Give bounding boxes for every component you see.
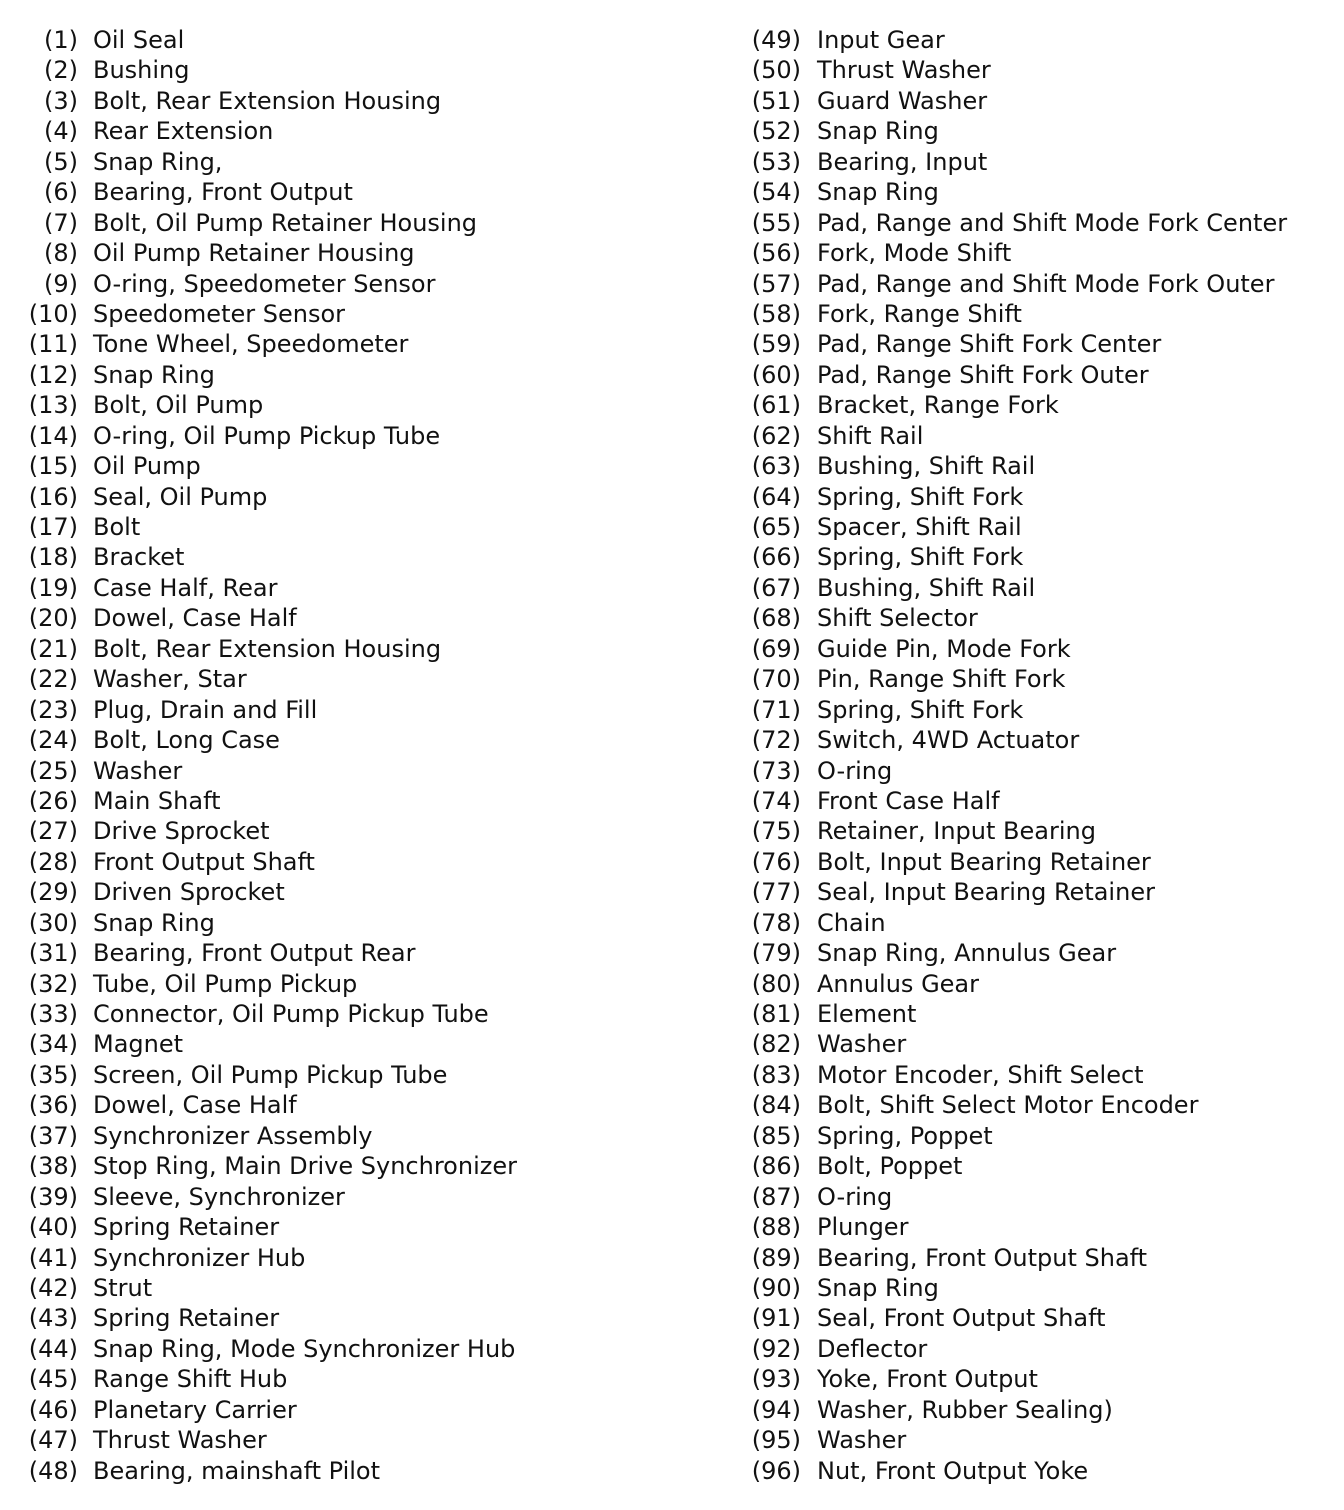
list-item bbox=[735, 1060, 1335, 1090]
item-label: Front Output Shaft bbox=[93, 847, 315, 876]
item-number: (57) bbox=[751, 269, 801, 298]
list-item bbox=[0, 877, 700, 907]
list-item bbox=[0, 756, 700, 786]
list-item bbox=[0, 177, 700, 207]
item-label: Bracket, Range Fork bbox=[817, 391, 1059, 420]
list-item bbox=[735, 847, 1335, 877]
item-number: (66) bbox=[751, 543, 801, 572]
item-label: Switch, 4WD Actuator bbox=[817, 726, 1080, 755]
list-item bbox=[0, 1243, 700, 1273]
item-label: Snap Ring bbox=[817, 178, 939, 207]
list-item bbox=[0, 816, 700, 846]
item-label: Synchronizer Assembly bbox=[93, 1121, 373, 1150]
item-number: (45) bbox=[28, 1365, 78, 1394]
item-label: Yoke, Front Output bbox=[817, 1365, 1038, 1394]
item-number: (54) bbox=[751, 178, 801, 207]
item-label: Main Shaft bbox=[93, 786, 221, 815]
item-number: (89) bbox=[751, 1243, 801, 1272]
item-label: Chain bbox=[817, 908, 886, 937]
item-label: Annulus Gear bbox=[817, 969, 979, 998]
list-item bbox=[0, 116, 700, 146]
item-number: (15) bbox=[28, 452, 78, 481]
list-item bbox=[735, 1182, 1335, 1212]
item-number: (79) bbox=[751, 939, 801, 968]
list-item bbox=[0, 786, 700, 816]
item-number: (96) bbox=[751, 1456, 801, 1485]
item-number: (50) bbox=[751, 56, 801, 85]
item-label: Element bbox=[817, 1000, 917, 1028]
item-number: (33) bbox=[28, 1000, 78, 1028]
item-number: (51) bbox=[751, 86, 801, 115]
list-item bbox=[735, 877, 1335, 907]
item-label: Dowel, Case Half bbox=[93, 1091, 297, 1120]
item-label: Pad, Range and Shift Mode Fork Outer bbox=[817, 269, 1275, 298]
list-item bbox=[735, 1425, 1335, 1455]
list-item bbox=[0, 1425, 700, 1455]
list-item bbox=[0, 573, 700, 603]
item-number: (46) bbox=[28, 1395, 78, 1424]
list-item bbox=[0, 238, 700, 268]
item-label: Fork, Range Shift bbox=[817, 299, 1022, 328]
item-label: Bearing, Front Output Rear bbox=[93, 939, 416, 968]
item-number: (69) bbox=[751, 634, 801, 663]
item-number: (91) bbox=[751, 1304, 801, 1333]
item-label: Snap Ring, bbox=[93, 147, 223, 176]
list-item bbox=[735, 634, 1335, 664]
item-number: (23) bbox=[28, 695, 78, 724]
item-number: (62) bbox=[751, 421, 801, 450]
list-item bbox=[735, 269, 1335, 299]
item-number: (4) bbox=[44, 117, 78, 146]
item-number: (48) bbox=[28, 1456, 78, 1485]
item-number: (82) bbox=[751, 1030, 801, 1059]
list-item bbox=[0, 664, 700, 694]
list-item bbox=[0, 847, 700, 877]
item-number: (27) bbox=[28, 817, 78, 846]
item-number: (65) bbox=[751, 513, 801, 541]
list-item bbox=[0, 908, 700, 938]
list-item bbox=[735, 756, 1335, 786]
item-number: (37) bbox=[28, 1121, 78, 1150]
item-label: Guide Pin, Mode Fork bbox=[817, 634, 1071, 663]
item-number: (58) bbox=[751, 299, 801, 328]
item-label: Pad, Range and Shift Mode Fork Center bbox=[817, 208, 1288, 237]
item-number: (19) bbox=[28, 573, 78, 602]
item-label: Snap Ring bbox=[93, 908, 215, 937]
item-label: Shift Selector bbox=[817, 604, 978, 633]
list-item bbox=[0, 421, 700, 451]
item-number: (70) bbox=[751, 665, 801, 694]
item-label: Planetary Carrier bbox=[93, 1395, 297, 1424]
list-item bbox=[0, 512, 700, 542]
item-number: (38) bbox=[28, 1152, 78, 1181]
item-number: (25) bbox=[28, 756, 78, 785]
item-number: (29) bbox=[28, 878, 78, 907]
item-label: Sleeve, Synchronizer bbox=[93, 1182, 345, 1211]
item-number: (78) bbox=[751, 908, 801, 937]
item-number: (8) bbox=[44, 239, 78, 268]
item-label: Bearing, Input bbox=[817, 147, 988, 176]
item-label: Bolt, Input Bearing Retainer bbox=[817, 847, 1151, 876]
item-number: (94) bbox=[751, 1395, 801, 1424]
list-item bbox=[0, 451, 700, 481]
list-item bbox=[0, 1303, 700, 1333]
item-label: Seal, Front Output Shaft bbox=[817, 1304, 1106, 1333]
item-number: (34) bbox=[28, 1030, 78, 1059]
item-number: (76) bbox=[751, 847, 801, 876]
list-item bbox=[735, 1273, 1335, 1303]
item-label: Oil Pump bbox=[93, 452, 201, 481]
item-number: (42) bbox=[28, 1273, 78, 1302]
item-label: Bolt, Rear Extension Housing bbox=[93, 634, 442, 663]
item-number: (71) bbox=[751, 695, 801, 724]
item-label: Spring Retainer bbox=[93, 1304, 280, 1333]
item-label: Seal, Input Bearing Retainer bbox=[817, 878, 1155, 907]
item-number: (20) bbox=[28, 604, 78, 633]
list-item bbox=[735, 1456, 1335, 1486]
parts-list-left bbox=[0, 25, 700, 1486]
item-label: Oil Pump Retainer Housing bbox=[93, 239, 415, 268]
list-item bbox=[735, 1029, 1335, 1059]
item-number: (21) bbox=[28, 634, 78, 663]
item-number: (2) bbox=[44, 56, 78, 85]
list-item bbox=[0, 969, 700, 999]
item-number: (44) bbox=[28, 1334, 78, 1363]
item-label: Drive Sprocket bbox=[93, 817, 270, 846]
item-label: O-ring bbox=[817, 1182, 893, 1211]
item-label: Pad, Range Shift Fork Outer bbox=[817, 360, 1149, 389]
list-item bbox=[0, 1029, 700, 1059]
item-label: Washer, Rubber Sealing) bbox=[817, 1395, 1113, 1424]
list-item bbox=[735, 147, 1335, 177]
item-label: Guard Washer bbox=[817, 86, 988, 115]
item-label: Bracket bbox=[93, 543, 185, 572]
list-item bbox=[735, 1121, 1335, 1151]
list-item bbox=[735, 695, 1335, 725]
item-label: Thrust Washer bbox=[817, 56, 991, 85]
item-label: Pin, Range Shift Fork bbox=[817, 665, 1066, 694]
list-item bbox=[735, 360, 1335, 390]
item-number: (92) bbox=[751, 1334, 801, 1363]
list-item bbox=[735, 1151, 1335, 1181]
list-item bbox=[735, 238, 1335, 268]
list-item bbox=[0, 938, 700, 968]
list-item bbox=[735, 908, 1335, 938]
item-label: Spring, Shift Fork bbox=[817, 482, 1024, 511]
item-number: (75) bbox=[751, 817, 801, 846]
item-label: Tube, Oil Pump Pickup bbox=[93, 969, 358, 998]
list-item bbox=[735, 1334, 1335, 1364]
list-item bbox=[735, 482, 1335, 512]
item-number: (83) bbox=[751, 1060, 801, 1089]
item-label: Seal, Oil Pump bbox=[93, 482, 268, 511]
item-label: Retainer, Input Bearing bbox=[817, 817, 1096, 846]
list-item bbox=[735, 603, 1335, 633]
list-item bbox=[735, 116, 1335, 146]
item-number: (35) bbox=[28, 1060, 78, 1089]
item-number: (68) bbox=[751, 604, 801, 633]
item-label: Washer bbox=[93, 756, 183, 785]
item-number: (14) bbox=[28, 421, 78, 450]
list-item bbox=[0, 1456, 700, 1486]
item-label: Fork, Mode Shift bbox=[817, 239, 1012, 268]
item-number: (93) bbox=[751, 1365, 801, 1394]
item-label: Plunger bbox=[817, 1213, 909, 1242]
item-label: O-ring, Speedometer Sensor bbox=[93, 269, 436, 298]
item-number: (32) bbox=[28, 969, 78, 998]
list-item bbox=[735, 512, 1335, 542]
item-number: (41) bbox=[28, 1243, 78, 1272]
list-item bbox=[735, 451, 1335, 481]
list-item bbox=[735, 390, 1335, 420]
item-number: (6) bbox=[44, 178, 78, 207]
item-label: Bolt, Oil Pump Retainer Housing bbox=[93, 208, 478, 237]
list-item bbox=[0, 299, 700, 329]
list-item bbox=[735, 86, 1335, 116]
item-number: (64) bbox=[751, 482, 801, 511]
item-label: Deflector bbox=[817, 1334, 928, 1363]
item-label: Washer bbox=[817, 1426, 907, 1455]
item-label: Spring, Shift Fork bbox=[817, 543, 1024, 572]
item-label: Spring, Poppet bbox=[817, 1121, 993, 1150]
list-item bbox=[0, 542, 700, 572]
list-item bbox=[0, 1060, 700, 1090]
list-item bbox=[0, 25, 700, 55]
item-number: (28) bbox=[28, 847, 78, 876]
item-label: Bolt, Rear Extension Housing bbox=[93, 86, 442, 115]
list-item bbox=[0, 86, 700, 116]
list-item bbox=[735, 55, 1335, 85]
item-label: Bushing bbox=[93, 56, 190, 85]
item-number: (86) bbox=[751, 1152, 801, 1181]
list-item bbox=[0, 1334, 700, 1364]
item-number: (61) bbox=[751, 391, 801, 420]
item-number: (5) bbox=[44, 147, 78, 176]
item-label: Front Case Half bbox=[817, 786, 1000, 815]
item-label: Dowel, Case Half bbox=[93, 604, 297, 633]
list-item bbox=[0, 725, 700, 755]
item-number: (30) bbox=[28, 908, 78, 937]
list-item bbox=[735, 1212, 1335, 1242]
item-number: (95) bbox=[751, 1426, 801, 1455]
list-item bbox=[0, 1395, 700, 1425]
item-number: (60) bbox=[751, 360, 801, 389]
list-item bbox=[735, 573, 1335, 603]
item-number: (3) bbox=[44, 86, 78, 115]
item-label: Range Shift Hub bbox=[93, 1365, 288, 1394]
list-item bbox=[0, 360, 700, 390]
item-label: Spacer, Shift Rail bbox=[817, 513, 1022, 541]
list-item bbox=[0, 1090, 700, 1120]
list-item bbox=[0, 603, 700, 633]
item-number: (36) bbox=[28, 1091, 78, 1120]
list-item bbox=[735, 664, 1335, 694]
item-label: Snap Ring bbox=[817, 1273, 939, 1302]
list-item bbox=[0, 390, 700, 420]
item-number: (63) bbox=[751, 452, 801, 481]
list-item bbox=[0, 147, 700, 177]
item-number: (24) bbox=[28, 726, 78, 755]
item-label: Bushing, Shift Rail bbox=[817, 452, 1036, 481]
list-item bbox=[735, 1364, 1335, 1394]
item-number: (40) bbox=[28, 1213, 78, 1242]
item-label: Snap Ring, Mode Synchronizer Hub bbox=[93, 1334, 516, 1363]
list-item bbox=[735, 542, 1335, 572]
item-label: Input Gear bbox=[817, 26, 945, 54]
item-number: (47) bbox=[28, 1426, 78, 1455]
item-label: Speedometer Sensor bbox=[93, 299, 345, 328]
list-item bbox=[0, 1273, 700, 1303]
item-label: Spring Retainer bbox=[93, 1213, 280, 1242]
item-number: (81) bbox=[751, 1000, 801, 1028]
item-number: (52) bbox=[751, 117, 801, 146]
list-item bbox=[735, 1303, 1335, 1333]
list-item bbox=[0, 634, 700, 664]
list-item bbox=[735, 421, 1335, 451]
item-label: Bolt, Oil Pump bbox=[93, 391, 264, 420]
list-item bbox=[735, 299, 1335, 329]
item-number: (1) bbox=[44, 26, 78, 54]
list-item bbox=[0, 1121, 700, 1151]
item-label: Oil Seal bbox=[93, 26, 185, 54]
list-item bbox=[735, 25, 1335, 55]
item-label: Bolt, Shift Select Motor Encoder bbox=[817, 1091, 1199, 1120]
item-number: (7) bbox=[44, 208, 78, 237]
list-item bbox=[735, 208, 1335, 238]
list-item bbox=[0, 208, 700, 238]
item-number: (12) bbox=[28, 360, 78, 389]
list-item bbox=[0, 1151, 700, 1181]
item-number: (26) bbox=[28, 786, 78, 815]
list-item bbox=[735, 177, 1335, 207]
list-item bbox=[735, 1395, 1335, 1425]
item-number: (43) bbox=[28, 1304, 78, 1333]
item-number: (72) bbox=[751, 726, 801, 755]
list-item bbox=[0, 269, 700, 299]
item-label: Tone Wheel, Speedometer bbox=[93, 330, 409, 359]
item-label: Motor Encoder, Shift Select bbox=[817, 1060, 1144, 1089]
item-number: (9) bbox=[44, 269, 78, 298]
item-number: (90) bbox=[751, 1273, 801, 1302]
item-number: (59) bbox=[751, 330, 801, 359]
item-label: Bearing, Front Output Shaft bbox=[817, 1243, 1148, 1272]
item-number: (31) bbox=[28, 939, 78, 968]
item-label: Connector, Oil Pump Pickup Tube bbox=[93, 1000, 489, 1028]
item-number: (77) bbox=[751, 878, 801, 907]
item-label: Bearing, mainshaft Pilot bbox=[93, 1456, 381, 1485]
item-number: (85) bbox=[751, 1121, 801, 1150]
item-label: Case Half, Rear bbox=[93, 573, 278, 602]
list-item bbox=[735, 1243, 1335, 1273]
item-label: Bolt, Poppet bbox=[817, 1152, 963, 1181]
item-number: (18) bbox=[28, 543, 78, 572]
list-item bbox=[0, 55, 700, 85]
item-label: Magnet bbox=[93, 1030, 184, 1059]
item-number: (22) bbox=[28, 665, 78, 694]
item-label: Driven Sprocket bbox=[93, 878, 285, 907]
item-label: Washer bbox=[817, 1030, 907, 1059]
list-item bbox=[0, 695, 700, 725]
item-number: (84) bbox=[751, 1091, 801, 1120]
list-item bbox=[735, 969, 1335, 999]
item-label: O-ring bbox=[817, 756, 893, 785]
item-label: Rear Extension bbox=[93, 117, 274, 146]
item-label: Thrust Washer bbox=[93, 1426, 267, 1455]
item-label: Bolt bbox=[93, 513, 141, 541]
item-number: (88) bbox=[751, 1213, 801, 1242]
item-number: (13) bbox=[28, 391, 78, 420]
item-label: Pad, Range Shift Fork Center bbox=[817, 330, 1162, 359]
item-number: (74) bbox=[751, 786, 801, 815]
list-item bbox=[0, 482, 700, 512]
item-label: Washer, Star bbox=[93, 665, 247, 694]
item-label: Stop Ring, Main Drive Synchronizer bbox=[93, 1152, 517, 1181]
item-label: Bolt, Long Case bbox=[93, 726, 280, 755]
item-number: (39) bbox=[28, 1182, 78, 1211]
item-label: O-ring, Oil Pump Pickup Tube bbox=[93, 421, 441, 450]
list-item bbox=[0, 1212, 700, 1242]
list-item bbox=[735, 329, 1335, 359]
list-item bbox=[0, 329, 700, 359]
item-number: (87) bbox=[751, 1182, 801, 1211]
item-label: Spring, Shift Fork bbox=[817, 695, 1024, 724]
item-number: (11) bbox=[28, 330, 78, 359]
item-label: Snap Ring, Annulus Gear bbox=[817, 939, 1117, 968]
item-number: (80) bbox=[751, 969, 801, 998]
list-item bbox=[735, 999, 1335, 1029]
list-item bbox=[0, 1182, 700, 1212]
list-item bbox=[735, 816, 1335, 846]
list-item bbox=[735, 1090, 1335, 1120]
list-item bbox=[0, 1364, 700, 1394]
item-number: (17) bbox=[28, 513, 78, 541]
item-label: Nut, Front Output Yoke bbox=[817, 1456, 1089, 1485]
item-number: (56) bbox=[751, 239, 801, 268]
parts-list-right bbox=[735, 25, 1335, 1486]
item-number: (73) bbox=[751, 756, 801, 785]
item-number: (53) bbox=[751, 147, 801, 176]
item-label: Snap Ring bbox=[817, 117, 939, 146]
item-label: Synchronizer Hub bbox=[93, 1243, 306, 1272]
item-label: Shift Rail bbox=[817, 421, 924, 450]
item-label: Bushing, Shift Rail bbox=[817, 573, 1036, 602]
item-label: Snap Ring bbox=[93, 360, 215, 389]
item-number: (55) bbox=[751, 208, 801, 237]
item-label: Screen, Oil Pump Pickup Tube bbox=[93, 1060, 448, 1089]
list-item bbox=[735, 938, 1335, 968]
item-label: Plug, Drain and Fill bbox=[93, 695, 318, 724]
item-number: (16) bbox=[28, 482, 78, 511]
list-item bbox=[735, 786, 1335, 816]
list-item bbox=[0, 999, 700, 1029]
item-label: Strut bbox=[93, 1273, 153, 1302]
item-number: (10) bbox=[28, 299, 78, 328]
item-number: (49) bbox=[751, 26, 801, 54]
item-number: (67) bbox=[751, 573, 801, 602]
item-label: Bearing, Front Output bbox=[93, 178, 353, 207]
list-item bbox=[735, 725, 1335, 755]
